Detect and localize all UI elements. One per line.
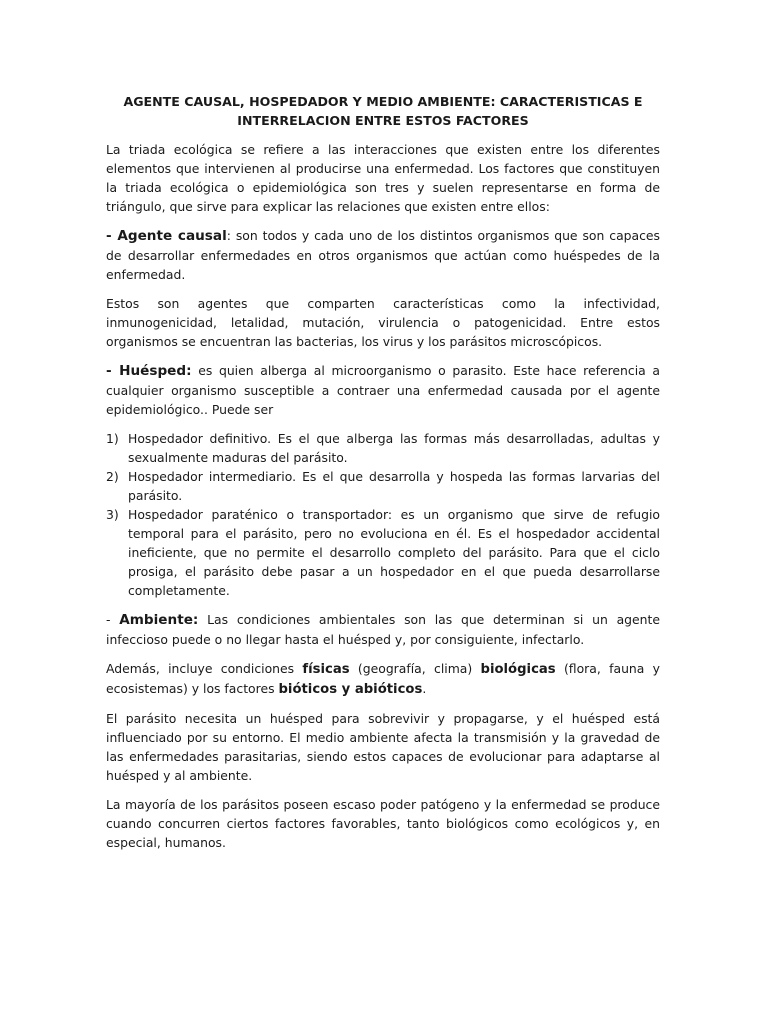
agente-heading: - Agente causal <box>106 228 227 244</box>
ambiente-paragraph <box>106 610 660 649</box>
title-line-2: INTERRELACION ENTRE ESTOS FACTORES <box>237 113 529 128</box>
list-item-number: 1) <box>106 431 119 446</box>
ademas-text-4: . <box>422 681 427 696</box>
list-item-text: Hospedador definitivo. Es el que alberga las formas más desarrolladas, adultas y sexualmente maduras del parásito. <box>128 431 660 465</box>
bioticos-bold: bióticos y abióticos <box>278 682 423 697</box>
list-item <box>106 505 660 600</box>
mayoria-paragraph: La mayoría de los parásitos poseen escaso poder patógeno y la enfermedad se produce cuando concurren ciertos factores favorables, tanto biológicos como ecológicos y, en especial, humanos. <box>106 797 660 850</box>
list-item-number: 3) <box>106 507 119 522</box>
parasito-paragraph: El parásito necesita un huésped para sobrevivir y propagarse, y el huésped está influenciado por su entorno. El medio ambiente afecta la transmisión y la gravedad de las enfermedades parasitarias, siendo estos capaces de evolucionar para adaptarse al huésped y al ambiente. <box>106 711 660 783</box>
list-item-number: 2) <box>106 469 119 484</box>
huesped-text: es quien alberga al microorganismo o parasito. Este hace referencia a cualquier organismo susceptible a contraer una enfermedad causada por el agente epidemiológico.. Puede ser <box>106 363 661 417</box>
fisicas-bold: físicas <box>302 662 350 677</box>
agente-paragraph <box>106 226 660 284</box>
ademas-text-3: (flora, fauna y ecosistemas) y los factores <box>106 661 660 696</box>
intro-paragraph: La triada ecológica se refiere a las interacciones que existen entre los diferentes elementos que intervienen al producirse una enfermedad. Los factores que constituyen la triada ecológica o epidemiológica son tres y suelen representarse en forma de triángulo, que sirve para explicar las relaciones que existen entre ellos: <box>106 142 660 214</box>
huesped-paragraph <box>106 361 660 419</box>
document-page <box>106 92 660 862</box>
agente-text: : son todos y cada uno de los distintos organismos que son capaces de desarrollar enfermedades en otros organismos que actúan como huéspedes de la enfermedad. <box>106 228 661 282</box>
document-title <box>106 92 660 130</box>
agentes-caracteristicas-paragraph: Estos son agentes que comparten características como la infectividad, inmunogenicidad, letalidad, mutación, virulencia o patogenicidad. Entre estos organismos se encuentran las bacterias, los virus y los parásitos microscópicos. <box>106 296 660 349</box>
ademas-text-1: Además, incluye condiciones <box>106 661 303 676</box>
list-item <box>106 467 660 505</box>
hospedadores-list <box>106 429 660 600</box>
list-item-text: Hospedador intermediario. Es el que desarrolla y hospeda las formas larvarias del parásito. <box>128 469 660 503</box>
huesped-heading: - Huésped: <box>106 363 192 379</box>
list-item <box>106 429 660 467</box>
title-line-1: AGENTE CAUSAL, HOSPEDADOR Y MEDIO AMBIENTE: CARACTERISTICAS E <box>123 94 643 109</box>
ambiente-text: Las condiciones ambientales son las que determinan si un agente infeccioso puede o no llegar hasta el huésped y, por consiguiente, infectarlo. <box>106 612 660 647</box>
ambiente-heading: Ambiente: <box>119 612 199 628</box>
ambiente-dash: - <box>106 612 120 627</box>
ademas-paragraph <box>106 659 660 699</box>
ademas-text-2: (geografía, clima) <box>349 661 481 676</box>
list-item-text: Hospedador paraténico o transportador: es un organismo que sirve de refugio temporal para el parásito, pero no evoluciona en él. Es el hospedador accidental ineficiente, que no permite el desarrollo completo del parásito. Para que el ciclo prosiga, el parásito debe pasar a un hospedador en el que pueda desarrollarse completamente. <box>128 507 660 598</box>
biologicas-bold: biológicas <box>480 662 556 677</box>
